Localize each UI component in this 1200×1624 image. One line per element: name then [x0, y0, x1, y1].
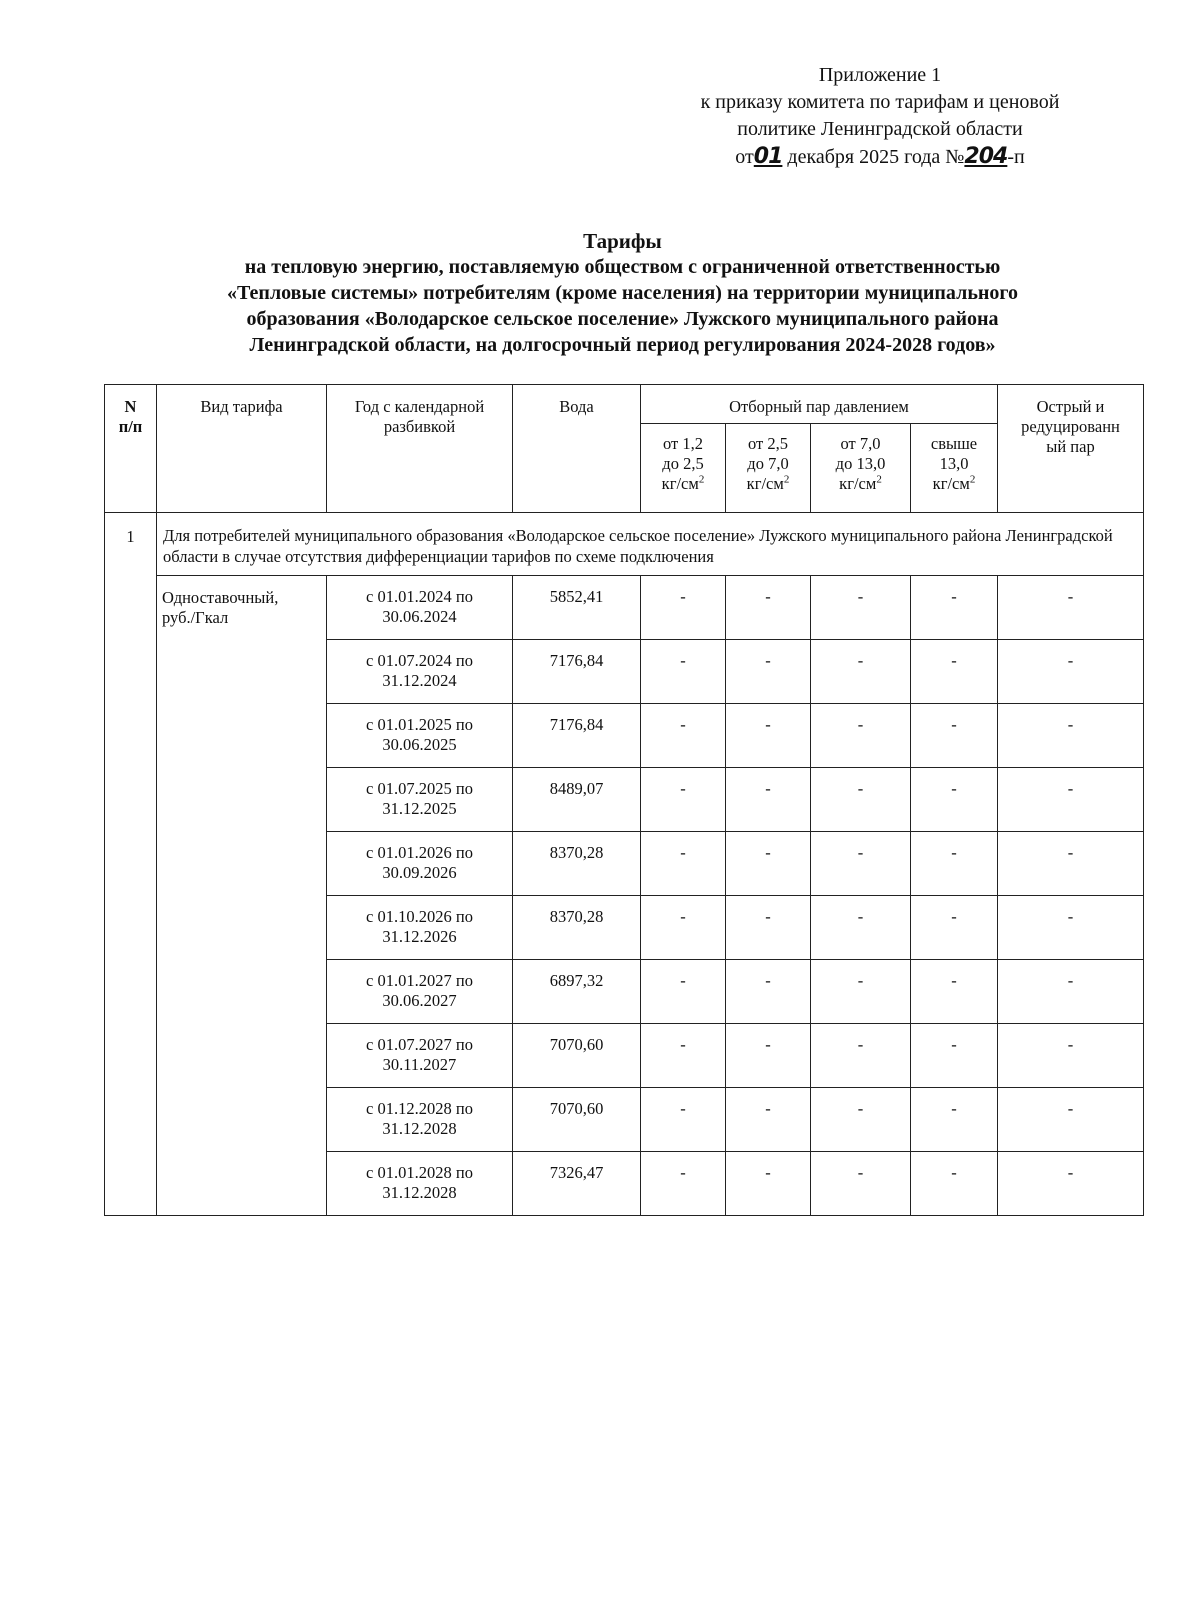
period-cell: [327, 640, 513, 704]
title-line-1: на тепловую энергию, поставляемую обществом с ограниченной ответственностью: [244, 256, 1001, 278]
unit-text: кг/см: [661, 474, 699, 493]
period-from: с 01.01.2028 по: [366, 1163, 473, 1182]
pressure-3-line-2: до 13,0: [835, 454, 886, 473]
header-number-line-2: п/п: [118, 417, 143, 436]
header-row-1: [105, 385, 1144, 424]
header-steam-group: Отборный пар давлением: [641, 385, 998, 424]
period-to: 30.06.2024: [382, 607, 457, 626]
empty-tariff-cell: -: [641, 896, 726, 960]
empty-tariff-cell: -: [911, 832, 998, 896]
empty-tariff-cell: -: [811, 640, 911, 704]
period-cell: [327, 1088, 513, 1152]
date-prefix: от: [735, 146, 754, 168]
period-from: с 01.01.2026 по: [366, 843, 473, 862]
empty-tariff-cell: -: [811, 704, 911, 768]
empty-tariff-cell: -: [998, 1152, 1144, 1216]
empty-tariff-cell: -: [726, 640, 811, 704]
unit-text: кг/см: [839, 474, 877, 493]
group-number: 1: [105, 513, 157, 1216]
empty-tariff-cell: -: [726, 960, 811, 1024]
header-pressure-3: [811, 424, 911, 513]
empty-tariff-cell: -: [911, 768, 998, 832]
period-cell: [327, 704, 513, 768]
appendix-line-3: политике Ленинградской области: [737, 118, 1023, 140]
empty-tariff-cell: -: [911, 576, 998, 640]
water-tariff-cell: 7326,47: [513, 1152, 641, 1216]
empty-tariff-cell: -: [726, 1088, 811, 1152]
order-suffix: -п: [1007, 146, 1025, 168]
tariff-table: [104, 384, 1144, 1216]
appendix-line-2: к приказу комитета по тарифам и ценовой: [700, 91, 1060, 113]
pressure-1-line-2: до 2,5: [662, 454, 704, 473]
table-row: [105, 576, 1144, 640]
unit-power: 2: [969, 473, 976, 486]
empty-tariff-cell: -: [911, 1152, 998, 1216]
empty-tariff-cell: -: [811, 832, 911, 896]
pressure-2-line-2: до 7,0: [747, 454, 789, 473]
unit-power: 2: [783, 473, 790, 486]
period-cell: [327, 896, 513, 960]
pressure-1-line-1: от 1,2: [663, 434, 703, 453]
unit-power: 2: [876, 473, 882, 486]
header-number-line-1: N: [124, 397, 137, 416]
empty-tariff-cell: -: [911, 704, 998, 768]
empty-tariff-cell: -: [726, 1024, 811, 1088]
period-to: 30.06.2025: [382, 735, 457, 754]
water-tariff-cell: 6897,32: [513, 960, 641, 1024]
header-pressure-1: [641, 424, 726, 513]
water-tariff-cell: 8370,28: [513, 832, 641, 896]
pressure-4-unit: [911, 474, 997, 494]
period-cell: [327, 1024, 513, 1088]
empty-tariff-cell: -: [641, 704, 726, 768]
pressure-3-line-1: от 7,0: [840, 434, 881, 453]
group-description: Для потребителей муниципального образования «Володарское сельское поселение» Лужского муниципального района Ленинградской области в случае отсутствия дифференциации тарифов по схеме подключения: [157, 513, 1144, 576]
water-tariff-cell: 7070,60: [513, 1024, 641, 1088]
empty-tariff-cell: -: [726, 1152, 811, 1216]
period-to: 30.11.2027: [382, 1055, 457, 1074]
unit-text: кг/см: [746, 474, 784, 493]
tariff-type-line-2: руб./Гкал: [162, 608, 229, 627]
pressure-4-line-1: свыше: [930, 434, 978, 453]
empty-tariff-cell: -: [911, 896, 998, 960]
water-tariff-cell: 7070,60: [513, 1088, 641, 1152]
empty-tariff-cell: -: [911, 960, 998, 1024]
tariff-type-cell: [157, 576, 327, 1216]
pressure-2-unit: [726, 474, 810, 494]
empty-tariff-cell: -: [641, 640, 726, 704]
empty-tariff-cell: -: [811, 896, 911, 960]
header-year-line-2: разбивкой: [383, 417, 456, 436]
empty-tariff-cell: -: [811, 576, 911, 640]
empty-tariff-cell: -: [998, 576, 1144, 640]
period-cell: [327, 832, 513, 896]
header-sharp-line-3: ый пар: [1046, 437, 1095, 456]
pressure-3-unit: [811, 474, 910, 494]
empty-tariff-cell: -: [811, 1088, 911, 1152]
empty-tariff-cell: -: [811, 1024, 911, 1088]
empty-tariff-cell: -: [726, 576, 811, 640]
header-sharp-steam: [998, 385, 1144, 513]
pressure-4-line-2: 13,0: [939, 454, 969, 473]
period-to: 31.12.2025: [382, 799, 457, 818]
water-tariff-cell: 8489,07: [513, 768, 641, 832]
period-from: с 01.07.2025 по: [366, 779, 473, 798]
handwritten-order-number: 204: [964, 144, 1008, 169]
header-number: [105, 385, 157, 513]
empty-tariff-cell: -: [998, 768, 1144, 832]
empty-tariff-cell: -: [998, 960, 1144, 1024]
water-tariff-cell: 7176,84: [513, 704, 641, 768]
date-middle: декабря 2025 года №: [787, 146, 965, 168]
period-cell: [327, 960, 513, 1024]
unit-power: 2: [698, 473, 705, 486]
title-line-4: Ленинградской области, на долгосрочный период регулирования 2024-2028 годов»: [249, 334, 996, 356]
empty-tariff-cell: -: [726, 704, 811, 768]
title-line-3: образования «Володарское сельское поселение» Лужского муниципального района: [246, 308, 999, 330]
water-tariff-cell: 8370,28: [513, 896, 641, 960]
empty-tariff-cell: -: [911, 640, 998, 704]
empty-tariff-cell: -: [641, 576, 726, 640]
title-line-2: «Тепловые системы» потребителям (кроме населения) на территории муниципального: [226, 282, 1019, 304]
header-year: [327, 385, 513, 513]
empty-tariff-cell: -: [641, 960, 726, 1024]
header-water: Вода: [513, 385, 641, 513]
header-year-line-1: Год с календарной: [354, 397, 485, 416]
tariff-type-line-1: Одноставочный,: [162, 588, 279, 607]
unit-text: кг/см: [932, 474, 970, 493]
title-main: Тарифы: [583, 229, 662, 253]
period-cell: [327, 576, 513, 640]
period-from: с 01.07.2027 по: [366, 1035, 473, 1054]
water-tariff-cell: 5852,41: [513, 576, 641, 640]
empty-tariff-cell: -: [811, 1152, 911, 1216]
pressure-2-line-1: от 2,5: [748, 434, 788, 453]
period-to: 30.06.2027: [382, 991, 457, 1010]
appendix-header: [640, 62, 1120, 171]
period-to: 31.12.2024: [382, 671, 457, 690]
empty-tariff-cell: -: [811, 960, 911, 1024]
appendix-line-1: Приложение 1: [818, 64, 942, 86]
period-from: с 01.07.2024 по: [366, 651, 473, 670]
empty-tariff-cell: -: [911, 1024, 998, 1088]
empty-tariff-cell: -: [641, 1088, 726, 1152]
empty-tariff-cell: -: [726, 768, 811, 832]
document-title: [100, 228, 1145, 358]
empty-tariff-cell: -: [998, 1024, 1144, 1088]
empty-tariff-cell: -: [641, 1024, 726, 1088]
empty-tariff-cell: -: [641, 1152, 726, 1216]
header-sharp-line-2: редуцированн: [1021, 417, 1120, 436]
pressure-1-unit: [641, 474, 725, 494]
header-pressure-2: [726, 424, 811, 513]
handwritten-day: 01: [753, 144, 783, 169]
empty-tariff-cell: -: [998, 896, 1144, 960]
empty-tariff-cell: -: [726, 896, 811, 960]
header-sharp-line-1: Острый и: [1036, 397, 1105, 416]
period-cell: [327, 768, 513, 832]
period-from: с 01.01.2027 по: [366, 971, 473, 990]
header-tariff-type: Вид тарифа: [157, 385, 327, 513]
empty-tariff-cell: -: [911, 1088, 998, 1152]
empty-tariff-cell: -: [998, 704, 1144, 768]
empty-tariff-cell: -: [641, 768, 726, 832]
period-to: 31.12.2028: [382, 1183, 457, 1202]
empty-tariff-cell: -: [811, 768, 911, 832]
period-cell: [327, 1152, 513, 1216]
empty-tariff-cell: -: [998, 640, 1144, 704]
empty-tariff-cell: -: [998, 832, 1144, 896]
water-tariff-cell: 7176,84: [513, 640, 641, 704]
period-from: с 01.01.2024 по: [366, 587, 473, 606]
period-from: с 01.12.2028 по: [366, 1099, 473, 1118]
empty-tariff-cell: -: [641, 832, 726, 896]
period-from: с 01.01.2025 по: [366, 715, 473, 734]
period-to: 30.09.2026: [382, 863, 457, 882]
empty-tariff-cell: -: [998, 1088, 1144, 1152]
header-pressure-4: [911, 424, 998, 513]
period-to: 31.12.2026: [382, 927, 457, 946]
group-row: [105, 513, 1144, 576]
period-to: 31.12.2028: [382, 1119, 457, 1138]
appendix-date-line: [640, 143, 1120, 171]
empty-tariff-cell: -: [726, 832, 811, 896]
period-from: с 01.10.2026 по: [366, 907, 473, 926]
